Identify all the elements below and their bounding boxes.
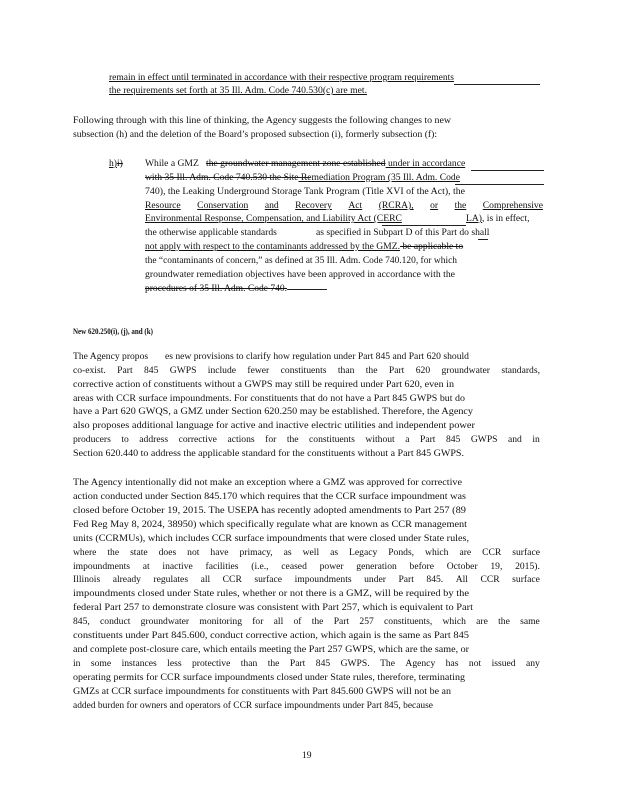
word: Act — [348, 200, 363, 211]
word: the — [365, 365, 378, 376]
para2-line-justified — [73, 561, 540, 572]
word: impoundments — [294, 574, 352, 585]
para1-line: also proposes additional language for active and inactive electric utilities and independent power — [73, 420, 476, 431]
word: less — [167, 658, 182, 669]
amend-line: 740), the Leaking Underground Storage Tank Program (Title XVI of the Act), the — [145, 186, 465, 197]
word: state — [130, 547, 148, 558]
word: ceased — [281, 561, 307, 572]
underline-rule — [455, 184, 544, 185]
word: The — [380, 658, 395, 669]
amend-line: groundwater remediation objectives have been approved in accordance with the — [145, 269, 455, 280]
word: 845, — [73, 616, 90, 627]
word: as — [283, 547, 292, 558]
word: 845 — [315, 658, 331, 669]
word: same — [520, 616, 540, 627]
word: Part — [419, 434, 436, 445]
word: not — [468, 658, 482, 669]
word: which — [442, 616, 466, 627]
word: actions — [227, 434, 255, 445]
word: 845 — [445, 434, 461, 445]
underline-rule — [382, 225, 466, 226]
para2-line: action conducted under Section 845.170 which requires that the CCR surface impoundment was — [73, 491, 466, 502]
word: Resource — [145, 200, 181, 211]
word: GWPS. — [340, 658, 370, 669]
underline-rule — [287, 289, 327, 290]
para2-line-justified — [73, 547, 540, 558]
word: does — [158, 547, 177, 558]
word: primacy, — [239, 547, 273, 558]
word: Recovery — [295, 200, 332, 211]
word: 2015). — [515, 561, 540, 572]
word: are — [476, 616, 488, 627]
underline-rule — [478, 239, 488, 240]
word: well — [302, 547, 320, 558]
word: have — [210, 547, 229, 558]
para1-line: The Agency propos es new provisions to clarify how regulation under Part 845 and Part 620 should — [73, 351, 469, 362]
para2-line: constituents under Part 845.600, conduct corrective action, which again is the same as Part 845 — [73, 630, 469, 641]
word: some — [90, 658, 112, 669]
word: fewer — [247, 365, 270, 376]
word: already — [112, 574, 141, 585]
word: than — [240, 658, 258, 669]
word: GWPS — [470, 434, 498, 445]
word: producers — [73, 434, 111, 445]
amend-line: Environmental Response, Compensation, and Liability Act (CERC — [145, 213, 402, 224]
word: the — [267, 658, 280, 669]
word: or — [430, 200, 439, 211]
para2-line: operating permits for CCR surface impoundments closed under State rules, therefore, terminating — [73, 672, 465, 683]
word: a — [405, 434, 410, 445]
word: protective — [191, 658, 231, 669]
amend-line: the “contaminants of concern,” as defined at 35 Ill. Adm. Code 740.120, for which — [145, 255, 457, 266]
word: where — [73, 547, 97, 558]
word: Legacy — [349, 547, 378, 558]
word: impoundments — [73, 561, 131, 572]
word: Ponds, — [388, 547, 415, 558]
word: Illinois — [73, 574, 101, 585]
amend-line: LA), is in effect, — [466, 213, 530, 224]
word: all — [273, 616, 284, 627]
word: issued — [491, 658, 516, 669]
word: conduct — [100, 616, 131, 627]
amend-line: While a GMZ the groundwater management zone established under in accordance — [145, 158, 466, 169]
para1-line: Section 620.440 to address the applicable standard for the constituents without a Part 845 GWPS. — [73, 448, 464, 459]
word: Part — [388, 365, 405, 376]
word: 257 — [359, 616, 374, 627]
word: Agency — [405, 658, 436, 669]
para1-line: areas with CCR surface impoundments. For constituents that do not have a Part 845 GWPS but do — [73, 393, 465, 404]
word: constituents — [280, 365, 327, 376]
intro-line: the requirements set forth at 35 Ill. Adm. Code 740.530(c) are met. — [109, 85, 367, 96]
word: Part — [333, 616, 350, 627]
word: the — [311, 616, 324, 627]
word: Part — [289, 658, 306, 669]
word: to — [121, 434, 129, 445]
word: monitoring — [199, 616, 242, 627]
word: (i.e., — [251, 561, 269, 572]
para2-line: GMZs at CCR surface impoundments for constituents with Part 845.600 GWPS will not be an — [73, 686, 451, 697]
word: for — [265, 434, 277, 445]
word: All — [455, 574, 468, 585]
amend-line: not apply with respect to the contaminants addressed by the GMZ. be applicable to — [145, 241, 464, 252]
subsection-marker: h)i) — [109, 158, 123, 169]
section-heading: New 620.250(i), (j), and (k) — [73, 326, 153, 336]
word: regulates — [153, 574, 189, 585]
para2-line: impoundments closed under State rules, whether or not there is a GMZ, will be required by the — [73, 588, 469, 599]
word: CCR — [482, 547, 502, 558]
word: and — [508, 434, 522, 445]
word: at — [142, 561, 150, 572]
word: instances — [121, 658, 157, 669]
word: CCR — [480, 574, 500, 585]
para1-line: have a Part 620 GWQS, a GMZ under Section 620.250 may be established. Therefore, the Agency — [73, 406, 473, 417]
word: October — [446, 561, 478, 572]
word: 19, — [490, 561, 503, 572]
para1-line-justified — [73, 434, 540, 445]
para2-line: units (CCRMUs), which includes CCR surface impoundments that were closed under State rules, — [73, 533, 469, 544]
word: generation — [356, 561, 397, 572]
word: than — [337, 365, 355, 376]
word: Part — [398, 574, 414, 585]
para2-line: and complete post-closure care, which entails meeting the Part 257 GWPS, which are the same, or — [73, 644, 469, 655]
word: any — [525, 658, 540, 669]
word: groundwater — [140, 616, 190, 627]
word: before — [409, 561, 435, 572]
page-number: 19 — [302, 750, 312, 761]
word: Conservation — [197, 200, 249, 211]
word: CCR — [222, 574, 242, 585]
word: facilities — [205, 561, 239, 572]
word: of — [293, 616, 302, 627]
word: 620 — [415, 365, 431, 376]
word: the — [107, 547, 120, 558]
word: 845 — [144, 365, 159, 376]
word: the — [498, 616, 510, 627]
word: under — [364, 574, 386, 585]
word: as — [330, 547, 339, 558]
underline-rule — [454, 84, 540, 85]
word: without — [365, 434, 395, 445]
word: constituents — [309, 434, 355, 445]
word: the — [454, 200, 467, 211]
amend-line: the otherwise applicable standards — [145, 227, 277, 238]
word: surface — [512, 574, 540, 585]
word: in — [532, 434, 540, 445]
word: (RCRA), — [378, 200, 414, 211]
word: all — [200, 574, 211, 585]
word: the — [286, 434, 299, 445]
word: has — [445, 658, 459, 669]
para1-line: corrective action of constituents without a GWPS may still be required under Part 620, even in — [73, 379, 454, 390]
para2-line: The Agency intentionally did not make an exception where a GMZ was approved for corrective — [73, 477, 462, 488]
para2-line: closed before October 19, 2015. The USEPA has recently adopted amendments to Part 257 (89 — [73, 505, 466, 516]
word: constituents, — [384, 616, 433, 627]
para2-line: added burden for owners and operators of CCR surface impoundments under Part 845, because — [73, 700, 433, 711]
word: include — [207, 365, 237, 376]
word: Comprehensive — [482, 200, 543, 211]
word: power — [319, 561, 344, 572]
word: surface — [254, 574, 283, 585]
amend-line: procedures of 35 Ill. Adm. Code 740. — [145, 283, 287, 294]
amend-line: as specified in Subpart D of this Part do shall — [316, 227, 490, 238]
word: Part — [117, 365, 133, 376]
amend-line: with 35 Ill. Adm. Code 740.530 the Site Remediation Program (35 Ill. Adm. Code — [145, 172, 460, 183]
para2-line: federal Part 257 to demonstrate closure was consistent with Part 257, which is equivalent to Part — [73, 602, 473, 613]
word: standards, — [501, 365, 540, 376]
word: which — [425, 547, 449, 558]
word: GWPS — [169, 365, 197, 376]
intro-line: remain in effect until terminated in accordance with their respective program requirements — [109, 72, 454, 83]
word: are — [459, 547, 472, 558]
word: for — [252, 616, 264, 627]
word: not — [187, 547, 200, 558]
word: 845. — [426, 574, 444, 585]
para1-line-justified — [73, 365, 540, 376]
underline-rule — [471, 170, 544, 171]
word: corrective — [178, 434, 217, 445]
para2-line: Fed Reg May 8, 2024, 38950) which specifically regulate what are known as CCR management — [73, 519, 467, 530]
word: in — [73, 658, 81, 669]
strike-rule — [145, 177, 310, 178]
para2-line-justified — [73, 658, 540, 669]
word: inactive — [162, 561, 193, 572]
amend-line-justified — [145, 200, 543, 211]
para2-line-justified — [73, 616, 540, 627]
body-line: subsection (h) and the deletion of the Board’s proposed subsection (i), formerly subsection (f): — [73, 129, 437, 140]
para2-line-justified — [73, 574, 540, 585]
word: co-exist. — [73, 365, 106, 376]
word: address — [139, 434, 169, 445]
word: surface — [512, 547, 540, 558]
word: groundwater — [441, 365, 490, 376]
body-line: Following through with this line of thinking, the Agency suggests the following changes to new — [73, 115, 451, 126]
word: and — [264, 200, 279, 211]
